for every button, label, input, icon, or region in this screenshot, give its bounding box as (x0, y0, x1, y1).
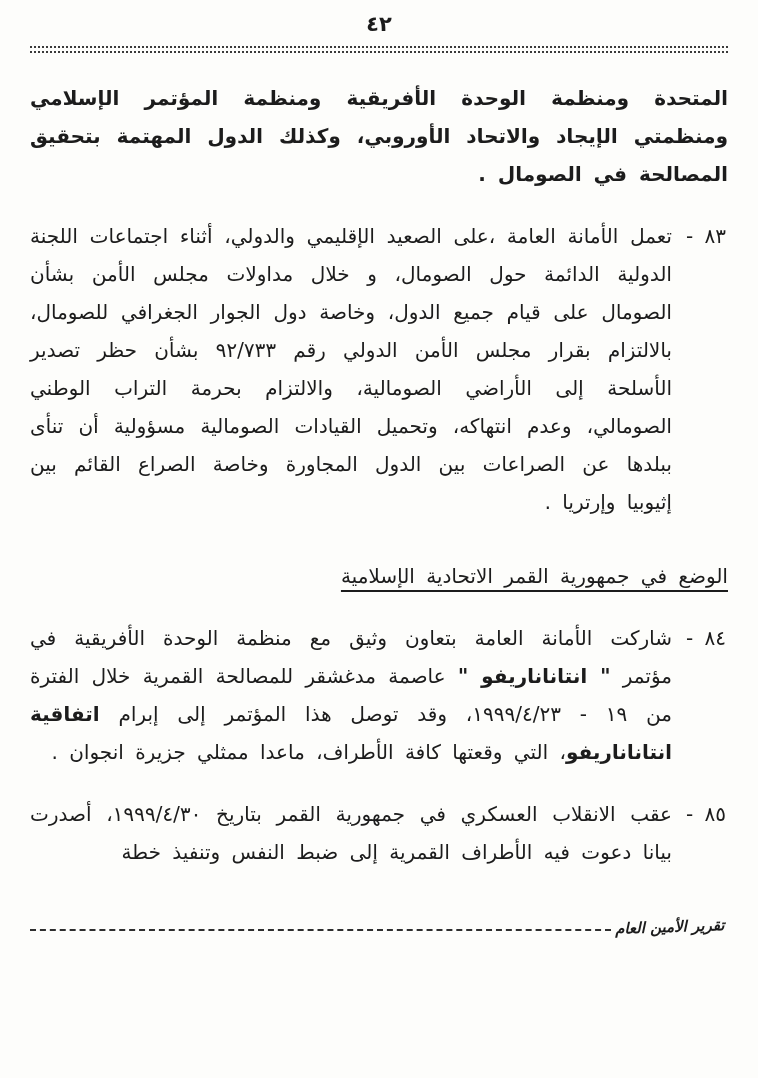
numbered-paragraph-85 (30, 795, 728, 871)
footer-dashed-rule (30, 929, 611, 931)
paragraph-84-text (30, 619, 672, 771)
section-heading-comoros: الوضع في جمهورية القمر الاتحادية الإسلامية (340, 564, 728, 588)
paragraph-number-85: ٨٥ - (685, 802, 726, 826)
intro-paragraph: المتحدة ومنظمة الوحدة الأفريقية ومنظمة المؤتمر الإسلامي ومنظمتي الإيجاد والاتحاد الأوروبي، وكذلك الدول المهتمة بتحقيق المصالحة في الصومال . (30, 86, 728, 186)
paragraph-number-84: ٨٤ - (685, 626, 726, 650)
numbered-paragraph-83 (30, 217, 728, 521)
paragraph-84-part3: ، التي وقعتها كافة الأطراف، ماعدا ممثلي جزيرة انجوان . (51, 740, 566, 764)
document-body (30, 79, 728, 871)
conference-name: " انتاناناريفو " (457, 664, 611, 688)
paragraph-84-part2: عاصمة مدغشقر للمصالحة القمرية خلال الفترة من ١٩ - ١٩٩٩/٤/٢٣، وقد توصل هذا المؤتمر إلى إبرام (30, 664, 673, 726)
footer-calligraphic-signature: تقرير الأمين العام (614, 916, 725, 938)
paragraph-85-text: عقب الانقلاب العسكري في جمهورية القمر بتاريخ ١٩٩٩/٤/٣٠، أصدرت بيانا دعوت فيه الأطراف القمرية إلى ضبط النفس وتنفيذ خطة (30, 802, 672, 864)
page-number: ٤٢ (366, 12, 392, 36)
top-divider-dotted-rule (30, 46, 728, 53)
agreement-name: اتفاقية انتاناناريفو (30, 702, 672, 764)
numbered-paragraph-84 (30, 619, 728, 771)
paragraph-83-text: تعمل الأمانة العامة ،على الصعيد الإقليمي والدولي، أثناء اجتماعات اللجنة الدولية الدائمة حول الصومال، و خلال مداولات مجلس الأمن بشأن الصومال على قيام جميع الدول، وخاصة دول الجوار الجغرافي للصومال، بالالتزام بقرار مجلس الأمن الدولي رقم ٩٢/٧٣٣ بشأن حظر تصدير الأسلحة إلى الأراضي الصومالية، والالتزام بحرمة التراب الوطني الصومالي، وعدم انتهاكه، وتحميل القيادات الصومالية مسؤولية أن تنأى ببلدها عن الصراعات بين الدول المجاورة وخاصة الصراع القائم بين إثيوبيا وإرتريا . (30, 224, 672, 514)
paragraph-84-part1: شاركت الأمانة العامة بتعاون وثيق مع منظمة الوحدة الأفريقية في مؤتمر (30, 626, 672, 688)
page-footer (30, 918, 728, 936)
paragraph-number-83: ٨٣ - (685, 224, 726, 248)
